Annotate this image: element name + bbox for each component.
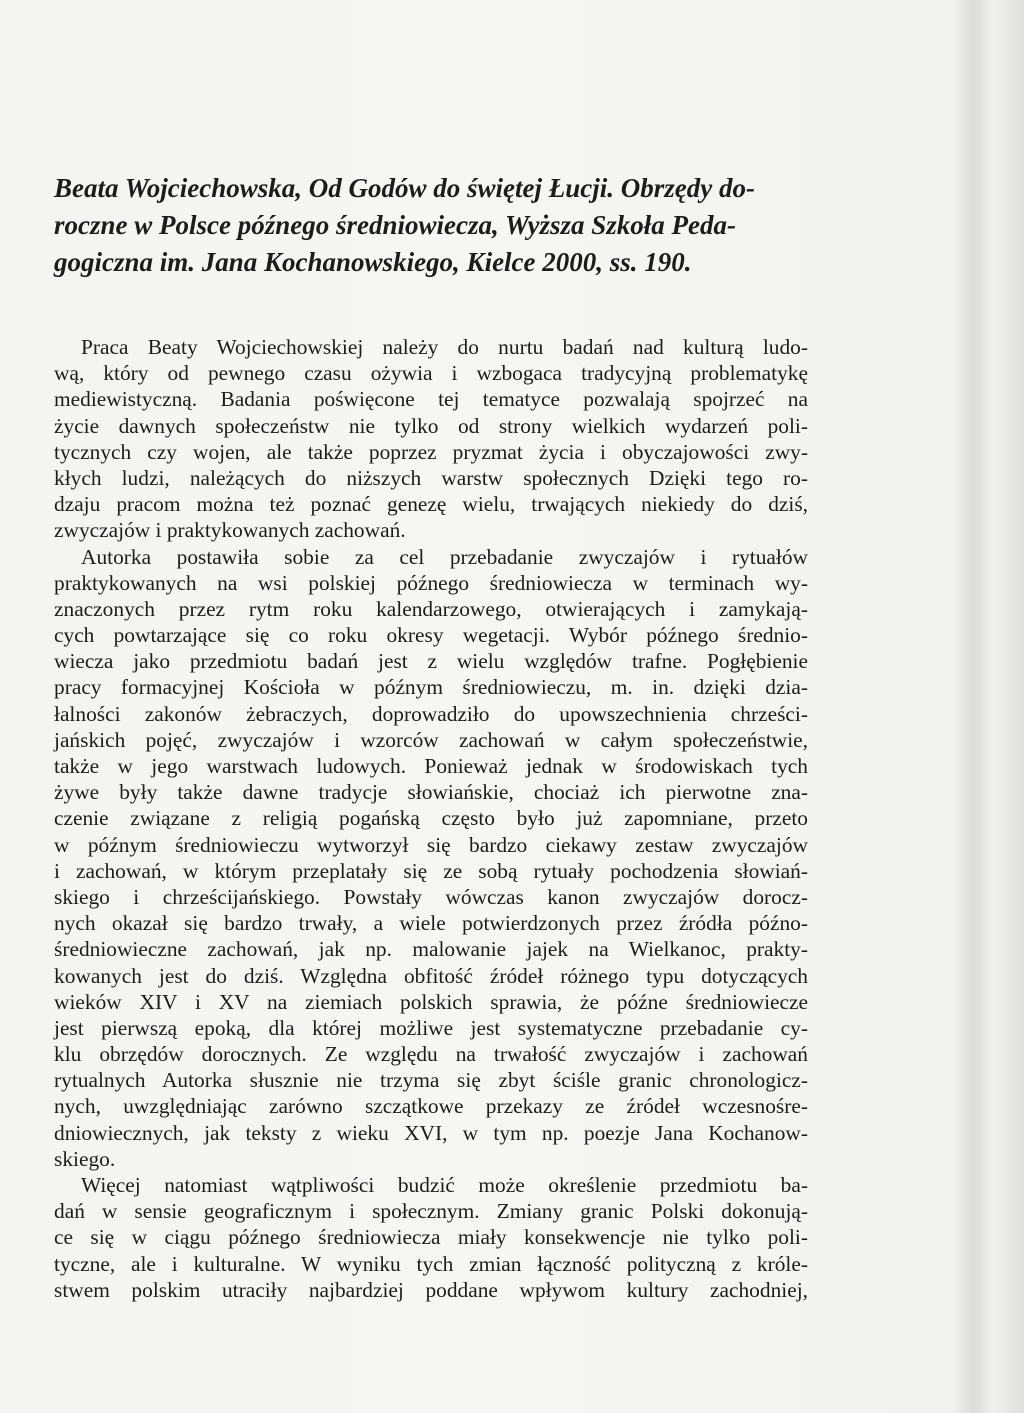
text-line: także w jego warstwach ludowych. Ponieważ jednak w środowiskach tych bbox=[54, 754, 808, 778]
title-line: Beata Wojciechowska, Od Godów do świętej Łucji. Obrzędy do- bbox=[54, 173, 755, 203]
text-line: praktykowanych na wsi polskiej późnego średniowiecza w terminach wy- bbox=[54, 570, 808, 595]
text-line: skiego. bbox=[54, 1146, 116, 1171]
text-line: Autorka postawiła sobie za cel przebadanie zwyczajów i rytuałów bbox=[81, 544, 808, 569]
text-line: łalności zakonów żebraczych, doprowadziło do upowszechnienia chrześci- bbox=[54, 701, 808, 726]
text-line: i zachowań, w którym przeplatały się ze sobą rytuały pochodzenia słowiań- bbox=[54, 858, 808, 883]
text-line: jańskich pojęć, zwyczajów i wzorców zachowań w całym społeczeństwie, bbox=[54, 727, 808, 752]
text-line: wą, który od pewnego czasu ożywia i wzbogaca tradycyjną problematykę bbox=[54, 361, 808, 386]
text-line: żywe były także dawne tradycje słowiańskie, chociaż ich pierwotne zna- bbox=[54, 780, 808, 805]
text-line: stwem polskim utraciły najbardziej poddane wpływom kultury zachodniej, bbox=[54, 1277, 808, 1302]
text-line: znaczonych przez rytm roku kalendarzowego, otwierających i zamykają- bbox=[54, 596, 808, 621]
text-line: cych powtarzające się co roku okresy wegetacji. Wybór późnego średnio- bbox=[54, 623, 808, 648]
text-line: wiecza jako przedmiotu badań jest z wielu względów trafne. Pogłębienie bbox=[54, 649, 808, 674]
review-title bbox=[54, 170, 808, 281]
text-line: jest pierwszą epoką, dla której możliwe jest systematyczne przebadanie cy- bbox=[54, 1015, 808, 1040]
text-line: w późnym średniowieczu wytworzył się bardzo ciekawy zestaw zwyczajów bbox=[54, 832, 808, 857]
review-content bbox=[54, 170, 808, 1303]
page-edge-shadow bbox=[954, 0, 1024, 1413]
text-line: zwyczajów i praktykowanych zachowań. bbox=[54, 518, 406, 543]
text-line: tyczne, ale i kulturalne. W wyniku tych zmian łączność polityczną z króle- bbox=[54, 1251, 808, 1276]
text-line: kłych ludzi, należących do niższych warstw społecznych Dzięki tego ro- bbox=[54, 465, 808, 490]
text-line: wieków XIV i XV na ziemiach polskich sprawia, że późne średniowiecze bbox=[54, 989, 808, 1014]
text-line: dzaju pracom można też poznać genezę wielu, trwających niekiedy do dziś, bbox=[54, 492, 808, 517]
text-line: klu obrzędów dorocznych. Ze względu na trwałość zwyczajów i zachowań bbox=[54, 1042, 808, 1067]
review-body bbox=[54, 334, 808, 1303]
text-line: czenie związane z religią pogańską często było już zapomniane, przeto bbox=[54, 806, 808, 831]
text-line: pracy formacyjnej Kościoła w późnym średniowieczu, m. in. dzięki dzia- bbox=[54, 675, 808, 700]
text-line: skiego i chrześcijańskiego. Powstały wówczas kanon zwyczajów dorocz- bbox=[54, 884, 808, 909]
title-line: roczne w Polsce późnego średniowiecza, Wyższa Szkoła Peda- bbox=[54, 210, 737, 240]
paragraph bbox=[54, 1172, 808, 1303]
text-line: mediewistyczną. Badania poświęcone tej tematyce pozwalają spojrzeć na bbox=[54, 387, 808, 412]
text-line: życie dawnych społeczeństw nie tylko od strony wielkich wydarzeń poli- bbox=[54, 413, 808, 438]
text-line: dań w sensie geograficznym i społecznym. Zmiany granic Polski dokonują- bbox=[54, 1199, 808, 1224]
text-line: nych, uwzględniając zarówno szczątkowe przekazy ze źródeł wczesnośre- bbox=[54, 1094, 808, 1119]
text-line: Praca Beaty Wojciechowskiej należy do nurtu badań nad kulturą ludo- bbox=[81, 335, 808, 359]
text-line: ce się w ciągu późnego średniowiecza miały konsekwencje nie tylko poli- bbox=[54, 1225, 808, 1250]
paragraph bbox=[54, 544, 808, 1173]
title-line: gogiczna im. Jana Kochanowskiego, Kielce 2000, ss. 190. bbox=[54, 247, 692, 277]
text-line: tycznych czy wojen, ale także poprzez pryzmat życia i obyczajowości zwy- bbox=[54, 439, 808, 464]
paragraph bbox=[54, 334, 808, 544]
text-line: rytualnych Autorka słusznie nie trzyma się zbyt ściśle granic chronologicz- bbox=[54, 1068, 808, 1093]
text-line: Więcej natomiast wątpliwości budzić może określenie przedmiotu ba- bbox=[81, 1173, 808, 1197]
text-line: nych okazał się bardzo trwały, a wiele potwierdzonych przez źródła późno- bbox=[54, 911, 808, 936]
text-line: kowanych jest do dziś. Względna obfitość źródeł różnego typu dotyczących bbox=[54, 963, 808, 988]
text-line: średniowieczne zachowań, jak np. malowanie jajek na Wielkanoc, prakty- bbox=[54, 937, 808, 962]
text-line: dniowiecznych, jak teksty z wieku XVI, w tym np. poezje Jana Kochanow- bbox=[54, 1120, 808, 1145]
